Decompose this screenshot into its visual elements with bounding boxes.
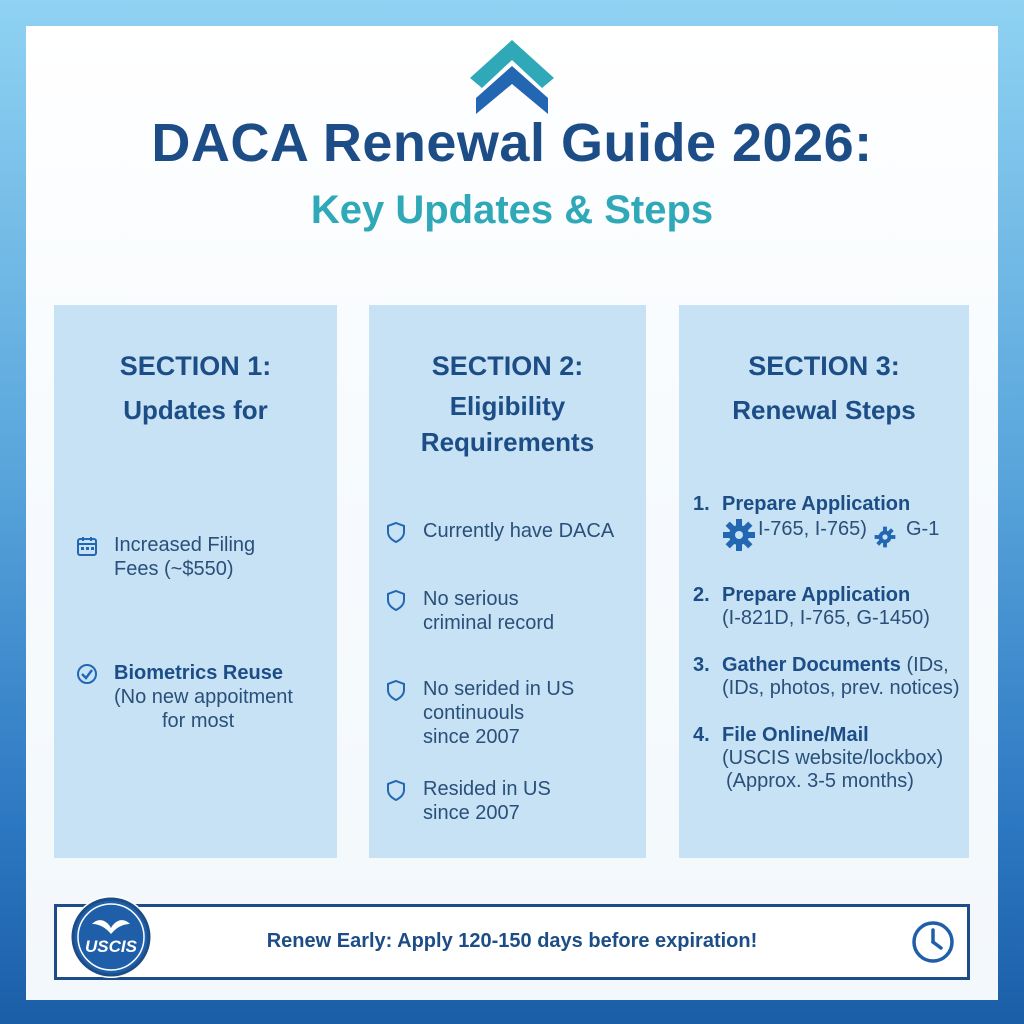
section-3-heading: Renewal Steps [732, 395, 916, 425]
section-2-label: SECTION 2: [431, 351, 584, 381]
page-subtitle: Key Updates & Steps [310, 188, 714, 232]
calendar-icon [76, 535, 98, 557]
gear-icon [874, 526, 896, 548]
chevron-up-logo-icon [470, 40, 554, 114]
gear-icon [722, 518, 756, 552]
section-1-heading: Updates for [123, 395, 268, 425]
shield-icon [385, 589, 407, 611]
section-3-label: SECTION 3: [748, 351, 900, 381]
section-2-heading: Eligibility [449, 391, 566, 421]
shield-icon [385, 779, 407, 801]
section-2-panel: SECTION 2: Eligibility Requirements Currently have DACA No serious criminal record No serided in US continuouls since 2007 Resided in US since 2007 [369, 305, 646, 858]
footer-message: Renew Early: Apply 120-150 days before expiration! [266, 930, 758, 952]
page-title: DACA Renewal Guide 2026: [151, 113, 873, 173]
shield-icon [385, 679, 407, 701]
seal-text: USCIS [85, 937, 137, 956]
section-1-panel: SECTION 1: Updates for Increased Filing Fees (~$550) Biometrics Reuse (No new appoitment for most [54, 305, 337, 858]
section-1-label: SECTION 1: [119, 351, 272, 381]
clock-icon [910, 919, 956, 965]
check-circle-icon [76, 663, 98, 685]
shield-icon [385, 521, 407, 543]
section-2-heading-cont: Requirements [420, 427, 595, 457]
section-3-panel: SECTION 3: Renewal Steps 1. Prepare Application I-765, I-765) G-1 2. Prepare Application (I-821D, I-765, G-1450) 3. Gather Documents (IDs, (IDs, photos, prev. notices) 4. File Online/Mail (USCIS website/lockbox) (Approx. 3-5 months) [679, 305, 969, 858]
